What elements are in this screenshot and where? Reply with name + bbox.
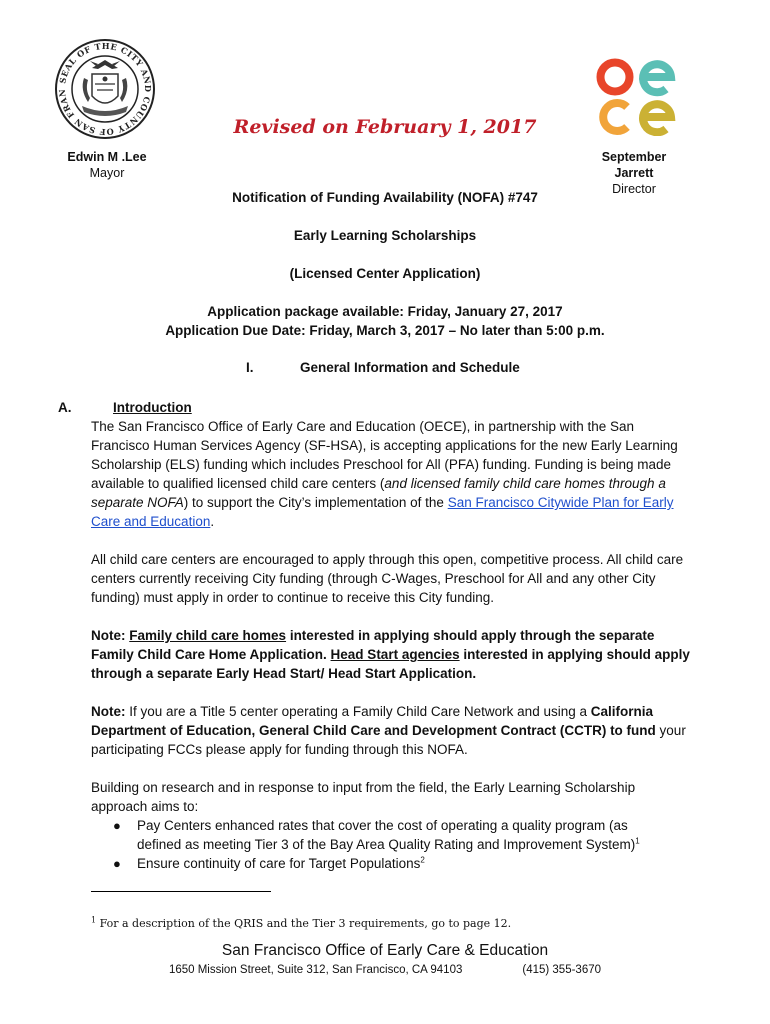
note2-label: Note: (91, 704, 126, 719)
encourage-paragraph: All child care centers are encouraged to apply through this open, competitive process. All child care centers currently receiving City funding (through C-Wages, Preschool for All and any other City funding) must apply in order to continue to receive this City funding. (91, 552, 684, 605)
citywide-plan-link[interactable]: San Francisco Citywide Plan for Early Care and Education (91, 495, 674, 529)
footnote-ref: 2 (420, 855, 425, 865)
head-start-term: Head Start agencies (330, 647, 460, 662)
application-type: (Licensed Center Application) (289, 266, 481, 281)
footer-address: 1650 Mission Street, Suite 312, San Francisco, CA 94103 (168, 964, 463, 976)
note-family-headstart (91, 626, 691, 683)
approach-paragraph: Building on research and in response to input from the field, the Early Learning Scholarship approach aims to: (91, 780, 636, 814)
nofa-title: Notification of Funding Availability (NOFA) #747 (232, 190, 538, 205)
aim-text: Pay Centers enhanced rates that cover the cost of operating a quality program (as defined as meeting Tier 3 of the Bay Area Quality Rating and Improvement System) (137, 818, 636, 852)
note-text-1: interested in applying should apply through the separate Family Child Care Home Application. (91, 628, 655, 662)
note2-text-2: your participating FCCs please apply for funding through this NOFA. (91, 723, 686, 757)
subsection-letter: A. (58, 400, 72, 415)
svg-text:SEAL OF THE CITY AND COUNTY OF: SEAL OF THE CITY AND COUNTY OF SAN FRAN (56, 40, 154, 138)
director-name: September Jarrett (601, 150, 667, 180)
bullet-icon: ● (113, 818, 121, 833)
logo-o-letter (601, 63, 630, 92)
intro-paragraph (91, 417, 691, 531)
director-title: Director (612, 182, 656, 196)
family-homes-term: Family child care homes (129, 628, 287, 643)
intro-text-3: . (210, 514, 215, 529)
mayor-block (62, 149, 152, 181)
footer-contact (0, 964, 770, 976)
list-item (113, 816, 673, 854)
mayor-title: Mayor (89, 166, 125, 180)
bullet-icon: ● (113, 856, 121, 871)
footer-phone: (415) 355-3670 (522, 964, 602, 976)
section-number: I. (246, 360, 254, 375)
footnote (91, 917, 511, 930)
intro-italic: and licensed family child care homes through a separate NOFA (91, 476, 666, 510)
section-title: General Information and Schedule (300, 360, 520, 375)
due-date: Application Due Date: Friday, March 3, 2017 – No later than 5:00 p.m. (165, 323, 605, 338)
note-text-2: interested in applying should apply through a separate Early Head Start/ Head Start Application. (91, 647, 690, 681)
aim-text: Ensure continuity of care for Target Populations (137, 856, 421, 871)
intro-text-2: ) to support the City’s implementation of the (183, 495, 448, 510)
intro-text-1: The San Francisco Office of Early Care and Education (OECE), in partnership with the San Francisco Human Services Agency (SF-HSA), is accepting applications for the new Early Learning Scholarship (ELS) funding which includes Preschool for All (PFA) funding. Funding is being made available to qualified licensed child care centers ( (91, 419, 678, 491)
footer-org: San Francisco Office of Early Care & Education (221, 942, 549, 959)
footnote-divider (91, 891, 271, 892)
footnote-ref: 1 (635, 836, 640, 846)
availability-date: Application package available: Friday, January 27, 2017 (207, 304, 563, 319)
logo-e-letter (643, 64, 671, 92)
note-label: Note: (91, 628, 130, 643)
note-title5 (91, 702, 691, 759)
subsection-title: Introduction (113, 400, 192, 415)
list-item (113, 854, 673, 873)
footnote-marker: 1 (91, 915, 97, 925)
footnote-text: For a description of the QRIS and the Tier 3 requirements, go to page 12. (96, 917, 512, 930)
program-title: Early Learning Scholarships (293, 228, 477, 243)
aims-list (113, 816, 673, 873)
cctr-contract-term: California Department of Education, General Child Care and Development Contract (CCTR) to fund (91, 704, 656, 738)
mayor-name: Edwin M .Lee (67, 150, 147, 164)
revised-notice: Revised on February 1, 2017 (233, 116, 537, 138)
note2-text-1: If you are a Title 5 center operating a Family Child Care Network and using a (125, 704, 591, 719)
